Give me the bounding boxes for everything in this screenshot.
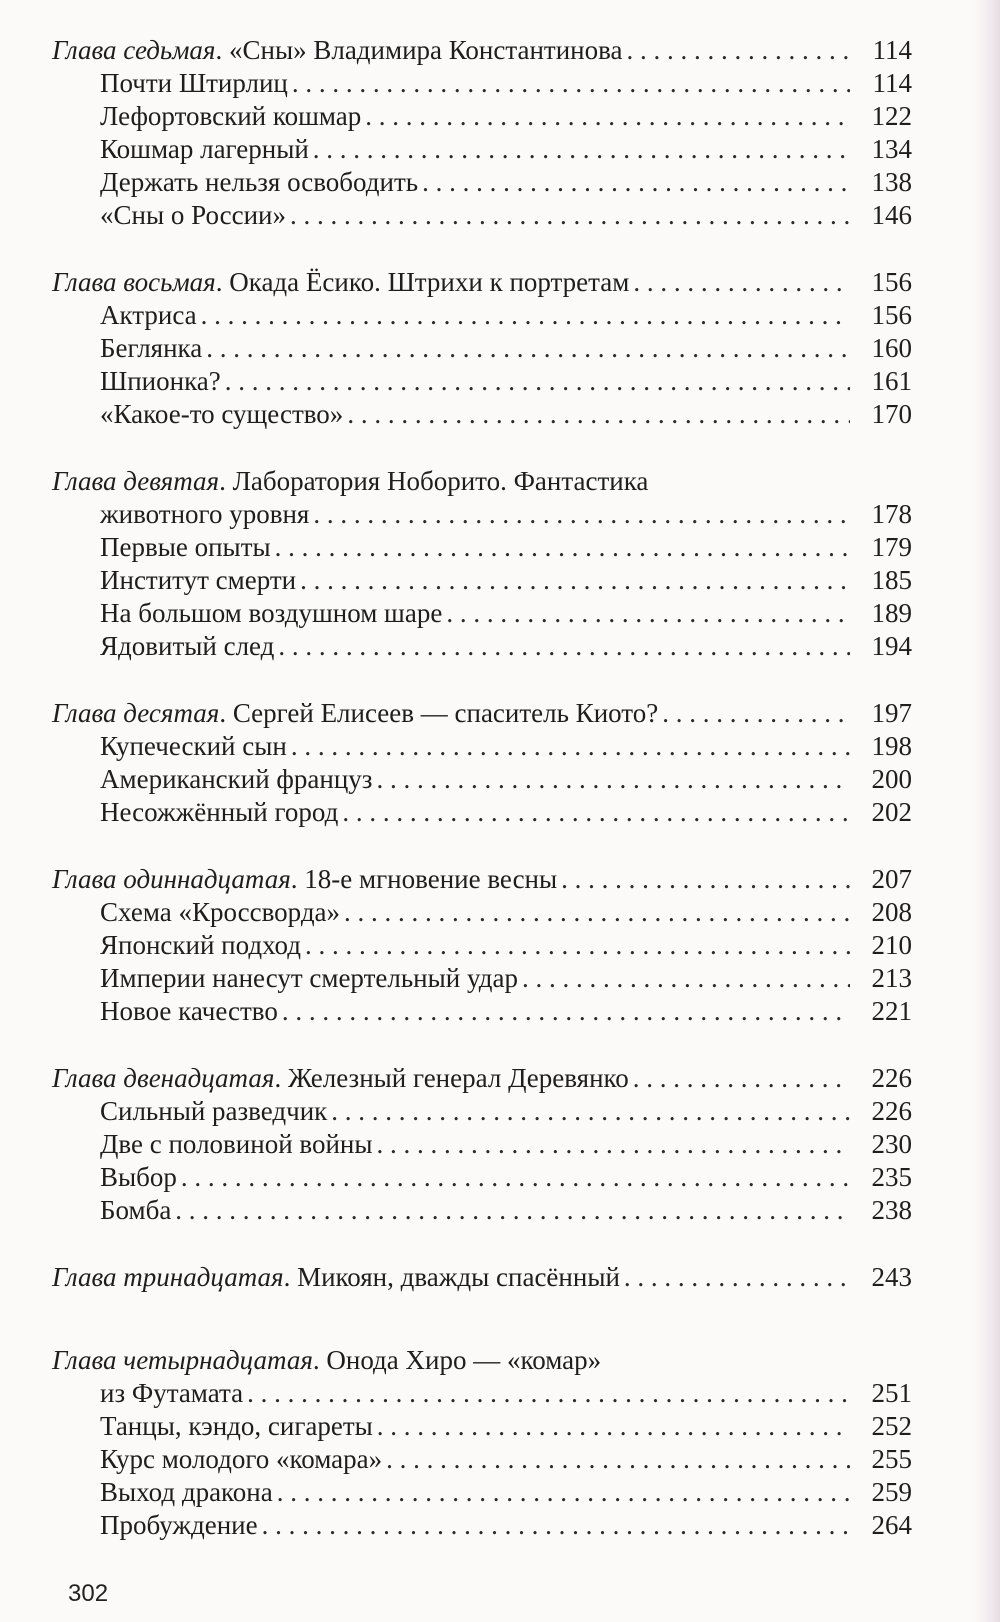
- dot-leader: [278, 630, 850, 663]
- section-entry[interactable]: [52, 1128, 962, 1161]
- section-title: Выбор: [100, 1162, 177, 1192]
- section-title: Купеческий сын: [100, 731, 287, 761]
- section-title: Кошмар лагерный: [100, 134, 309, 164]
- chapter-entry[interactable]: [52, 34, 962, 67]
- page-ref: 230: [871, 1129, 912, 1159]
- section-entry[interactable]: [52, 995, 962, 1028]
- chapter-entry[interactable]: [52, 697, 962, 730]
- chapter-title: . «Сны» Владимира Константинова: [215, 35, 623, 65]
- dot-leader: [376, 763, 850, 796]
- chapter-title: . 18-е мгновение весны: [290, 864, 558, 894]
- dot-leader: [446, 597, 850, 630]
- chapter-heading: [52, 1344, 601, 1377]
- dot-leader: [377, 1128, 851, 1161]
- section-entry[interactable]: [52, 199, 962, 232]
- dot-leader: [313, 133, 850, 166]
- section-entry[interactable]: [52, 1194, 962, 1227]
- page-ref: 189: [871, 598, 912, 628]
- chapter-title: . Онода Хиро — «комар»: [312, 1345, 602, 1375]
- section-title: Сильный разведчик: [100, 1096, 328, 1126]
- dot-leader: [386, 1443, 850, 1476]
- section-entry[interactable]: [52, 100, 962, 133]
- page-ref: 185: [871, 565, 912, 595]
- section-entry[interactable]: [52, 896, 962, 929]
- dot-leader: [627, 34, 851, 67]
- section-title: Держать нельзя освободить: [100, 167, 419, 197]
- page-ref: 198: [871, 731, 912, 761]
- section-title: Схема «Кроссворда»: [100, 897, 341, 927]
- chapter-label: Глава одиннадцатая: [52, 864, 291, 894]
- page-ref: 238: [871, 1195, 912, 1225]
- section-entry[interactable]: [52, 166, 962, 199]
- chapter-block: [52, 1062, 962, 1227]
- section-entry[interactable]: [52, 1095, 962, 1128]
- chapter-block: [52, 34, 962, 232]
- dot-leader: [633, 1062, 850, 1095]
- chapter-label: Глава десятая: [52, 698, 220, 728]
- section-title: «Сны о России»: [100, 200, 286, 230]
- dot-leader: [225, 365, 850, 398]
- dot-leader: [342, 796, 850, 829]
- page-ref: 264: [871, 1510, 912, 1540]
- dot-leader: [201, 299, 850, 332]
- page-ref: 156: [871, 267, 912, 297]
- chapter-entry[interactable]: [52, 266, 962, 299]
- chapter-entry-continued[interactable]: [52, 498, 962, 531]
- section-entry[interactable]: [52, 1476, 962, 1509]
- dot-leader: [344, 896, 850, 929]
- page-ref: 114: [872, 35, 912, 65]
- chapter-label: Глава восьмая: [52, 267, 216, 297]
- section-entry[interactable]: [52, 962, 962, 995]
- section-title: Первые опыты: [100, 532, 271, 562]
- chapter-title: . Окада Ёсико. Штрихи к портретам: [215, 267, 630, 297]
- chapter-label: Глава седьмая: [52, 35, 216, 65]
- chapter-title: . Сергей Елисеев — спаситель Киото?: [219, 698, 659, 728]
- dot-leader: [247, 1377, 850, 1410]
- chapter-block: [52, 1344, 962, 1542]
- page-ref: 178: [871, 499, 912, 529]
- chapter-block: [52, 1261, 962, 1294]
- dot-leader: [365, 100, 850, 133]
- section-title: Империи нанесут смертельный удар: [100, 963, 518, 993]
- page-ref: 213: [871, 963, 912, 993]
- section-title: Лефортовский кошмар: [100, 101, 362, 131]
- page-ref: 235: [871, 1162, 912, 1192]
- section-title: На большом воздушном шаре: [100, 598, 443, 628]
- section-title: Почти Штирлиц: [100, 68, 288, 98]
- chapter-entry[interactable]: [52, 1261, 962, 1294]
- dot-leader: [662, 697, 850, 730]
- page-ref: 197: [871, 698, 912, 728]
- section-entry[interactable]: [52, 299, 962, 332]
- dot-leader: [291, 730, 850, 763]
- section-entry[interactable]: [52, 796, 962, 829]
- dot-leader: [290, 199, 850, 232]
- section-entry[interactable]: [52, 1443, 962, 1476]
- dot-leader: [181, 1161, 850, 1194]
- page-ref: 210: [871, 930, 912, 960]
- chapter-title: . Железный генерал Деревянко: [274, 1063, 629, 1093]
- page-ref: 251: [871, 1378, 912, 1408]
- section-entry[interactable]: [52, 398, 962, 431]
- section-title: Американский француз: [100, 764, 373, 794]
- page-ref: 122: [871, 101, 912, 131]
- chapter-heading: [52, 266, 629, 299]
- dot-leader: [347, 398, 850, 431]
- chapter-heading: [52, 465, 648, 498]
- page-ref: 255: [871, 1444, 912, 1474]
- chapter-entry[interactable]: [52, 863, 962, 896]
- chapter-entry[interactable]: [52, 1344, 962, 1377]
- page-ref: 207: [871, 864, 912, 894]
- dot-leader: [561, 863, 850, 896]
- chapter-label: Глава девятая: [52, 466, 220, 496]
- chapter-block: [52, 266, 962, 431]
- page-ref: 194: [871, 631, 912, 661]
- page-ref: 226: [871, 1096, 912, 1126]
- section-title: Бомба: [100, 1195, 172, 1225]
- page-edge-shadow: [974, 0, 1000, 1622]
- section-title: Беглянка: [100, 333, 203, 363]
- page-ref: 252: [871, 1411, 912, 1441]
- section-entry[interactable]: [52, 1509, 962, 1542]
- section-entry[interactable]: [52, 597, 962, 630]
- dot-leader: [175, 1194, 850, 1227]
- page-ref: 226: [871, 1063, 912, 1093]
- section-entry[interactable]: [52, 730, 962, 763]
- page-ref: 161: [871, 366, 912, 396]
- page-ref: 146: [871, 200, 912, 230]
- section-title: Ядовитый след: [100, 631, 275, 661]
- dot-leader: [206, 332, 850, 365]
- section-title: Несожжённый город: [100, 797, 339, 827]
- page-ref: 202: [871, 797, 912, 827]
- page-ref: 134: [871, 134, 912, 164]
- table-of-contents: [52, 34, 962, 1576]
- page-number: 302: [68, 1580, 109, 1607]
- dot-leader: [275, 531, 850, 564]
- chapter-block: [52, 465, 962, 663]
- section-title: Курс молодого «комара»: [100, 1444, 383, 1474]
- dot-leader: [624, 1261, 850, 1294]
- page-ref: 200: [871, 764, 912, 794]
- chapter-heading: [52, 1062, 629, 1095]
- dot-leader: [305, 929, 850, 962]
- dot-leader: [331, 1095, 850, 1128]
- dot-leader: [377, 1410, 850, 1443]
- section-title: Актриса: [100, 300, 197, 330]
- section-title: «Какое-то существо»: [100, 399, 344, 429]
- section-entry[interactable]: [52, 1161, 962, 1194]
- section-title: Японский подход: [100, 930, 301, 960]
- page-ref: 114: [872, 68, 912, 98]
- section-title: Шпионка?: [100, 366, 221, 396]
- dot-leader: [282, 995, 850, 1028]
- chapter-label: Глава четырнадцатая: [52, 1345, 313, 1375]
- page-ref: 160: [871, 333, 912, 363]
- chapter-title: . Лаборатория Ноборито. Фантастика: [219, 466, 649, 496]
- section-title: Пробуждение: [100, 1510, 258, 1540]
- page-ref: 208: [871, 897, 912, 927]
- section-entry[interactable]: [52, 763, 962, 796]
- chapter-heading: [52, 34, 623, 67]
- chapter-label: Глава тринадцатая: [52, 1262, 284, 1292]
- chapter-block: [52, 697, 962, 829]
- page-ref: 156: [871, 300, 912, 330]
- section-entry[interactable]: [52, 564, 962, 597]
- section-entry[interactable]: [52, 929, 962, 962]
- page-ref: 259: [871, 1477, 912, 1507]
- section-entry[interactable]: [52, 67, 962, 100]
- dot-leader: [292, 67, 850, 100]
- section-title: Институт смерти: [100, 565, 297, 595]
- section-title: Новое качество: [100, 996, 278, 1026]
- dot-leader: [300, 564, 850, 597]
- chapter-title-continued: из Футамата: [100, 1378, 244, 1408]
- chapter-label: Глава двенадцатая: [52, 1063, 275, 1093]
- section-entry[interactable]: [52, 133, 962, 166]
- chapter-heading: [52, 863, 557, 896]
- page-ref: 243: [871, 1262, 912, 1292]
- section-title: Выход дракона: [100, 1477, 273, 1507]
- chapter-title: . Микоян, дважды спасённый: [283, 1262, 620, 1292]
- section-entry[interactable]: [52, 365, 962, 398]
- dot-leader: [522, 962, 850, 995]
- section-title: Танцы, кэндо, сигареты: [100, 1411, 373, 1441]
- page-ref: 170: [871, 399, 912, 429]
- chapter-entry[interactable]: [52, 465, 962, 498]
- chapter-heading: [52, 1261, 620, 1294]
- dot-leader: [313, 498, 850, 531]
- chapter-entry[interactable]: [52, 1062, 962, 1095]
- chapter-title-continued: животного уровня: [100, 499, 310, 529]
- dot-leader: [422, 166, 850, 199]
- dot-leader: [277, 1476, 850, 1509]
- section-title: Две с половиной войны: [100, 1129, 373, 1159]
- dot-leader: [633, 266, 850, 299]
- section-entry[interactable]: [52, 630, 962, 663]
- page-ref: 138: [871, 167, 912, 197]
- section-entry[interactable]: [52, 1410, 962, 1443]
- dot-leader: [262, 1509, 850, 1542]
- section-entry[interactable]: [52, 332, 962, 365]
- chapter-block: [52, 863, 962, 1028]
- page-ref: 221: [871, 996, 912, 1026]
- chapter-heading: [52, 697, 658, 730]
- section-entry[interactable]: [52, 531, 962, 564]
- page-ref: 179: [871, 532, 912, 562]
- chapter-entry-continued[interactable]: [52, 1377, 962, 1410]
